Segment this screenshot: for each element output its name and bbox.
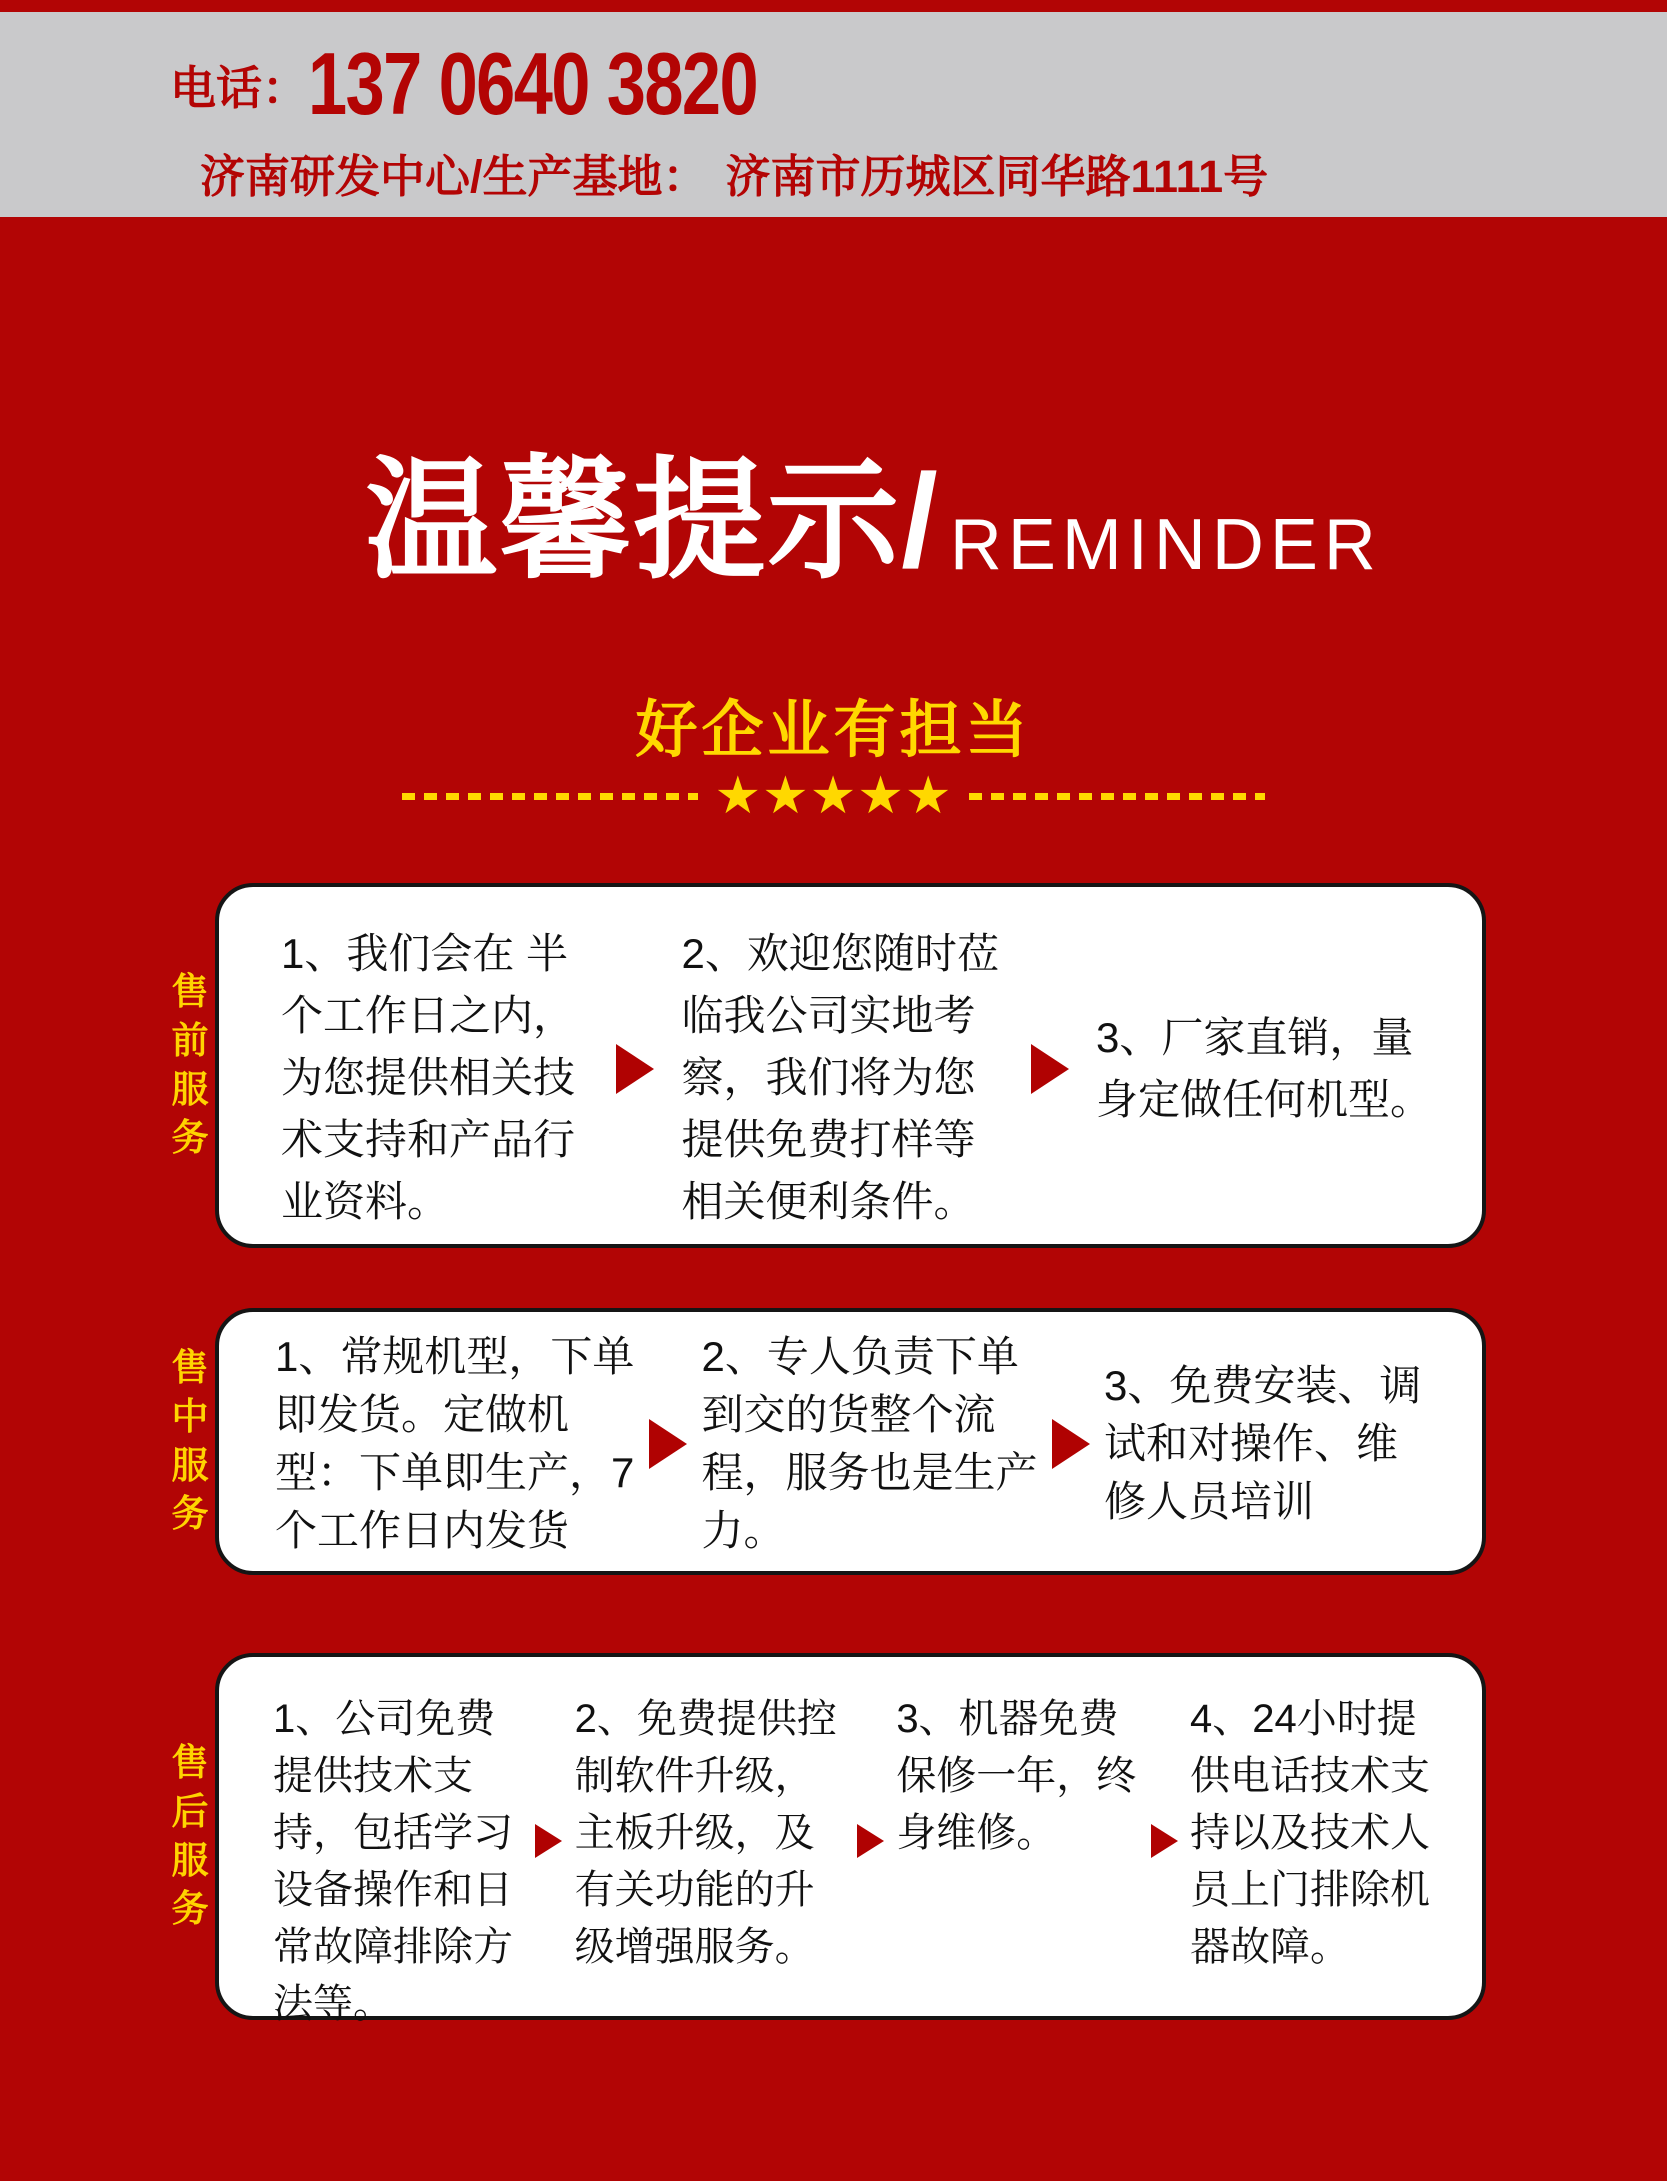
aftersale-item-4: 4、24小时提供电话技术支持以及技术人员上门排除机器故障。 <box>1189 1697 1430 1969</box>
arrow-right-icon <box>616 1044 654 1094</box>
title-chinese: 温馨提示/ <box>365 447 940 594</box>
midsale-card <box>215 1308 1486 1575</box>
arrow-right-icon <box>649 1419 687 1469</box>
midsale-item-1: 1、常规机型，下单即发货。定做机型：下单即生产，7个工作日内发货 <box>275 1332 635 1554</box>
phone-row <box>170 34 869 133</box>
midsale-item-2: 2、专人负责下单到交的货整个流程，服务也是生产力。 <box>701 1332 1038 1554</box>
title-english: REMINDER <box>949 505 1382 585</box>
arrow-right-icon <box>857 1824 884 1858</box>
arrow-right-icon <box>1052 1419 1090 1469</box>
address-value: 济南市历城区同华路1111号 <box>725 151 1269 202</box>
phone-label: 电话： <box>170 62 308 114</box>
subtitle: 好企业有担当 <box>635 696 1032 765</box>
dash-line-left <box>402 793 698 800</box>
midsale-item-3: 3、免费安装、调试和对操作、维修人员培训 <box>1104 1361 1422 1525</box>
contact-header <box>0 12 1667 217</box>
arrow-right-icon <box>535 1824 562 1858</box>
arrow-right-icon <box>1031 1044 1069 1094</box>
stars-divider <box>0 767 1667 825</box>
presale-item-3: 3、厂家直销，量身定做任何机型。 <box>1096 1013 1433 1123</box>
subtitle-row <box>0 680 1667 769</box>
top-red-strip <box>0 0 1667 12</box>
aftersale-item-1: 1、公司免费提供技术支持，包括学习设备操作和日常故障排除方法等。 <box>273 1697 513 2026</box>
presale-card <box>215 883 1486 1248</box>
presale-item-1: 1、我们会在 半个工作日之内，为您提供相关技术支持和产品行业资料。 <box>281 930 576 1225</box>
five-stars-icon: ★★★★★ <box>714 767 953 825</box>
presale-item-2: 2、欢迎您随时莅临我公司实地考察，我们将为您提供免费打样等相关便利条件。 <box>681 930 999 1225</box>
address-row <box>200 140 1268 205</box>
phone-number: 137 0640 3820 <box>308 34 758 133</box>
section-label-midsale: 售中服务 <box>171 1347 209 1535</box>
aftersale-item-3: 3、机器免费保修一年，终身维修。 <box>896 1697 1137 1855</box>
aftersale-item-2: 2、免费提供控制软件升级，主板升级，及有关功能的升级增强服务。 <box>574 1697 837 1969</box>
section-label-aftersale: 售后服务 <box>171 1742 209 1930</box>
page-title <box>40 447 1667 594</box>
dash-line-right <box>969 793 1265 800</box>
section-label-presale: 售前服务 <box>171 971 209 1159</box>
aftersale-card <box>215 1653 1486 2026</box>
address-label: 济南研发中心/生产基地： <box>200 151 708 202</box>
arrow-right-icon <box>1151 1824 1178 1858</box>
